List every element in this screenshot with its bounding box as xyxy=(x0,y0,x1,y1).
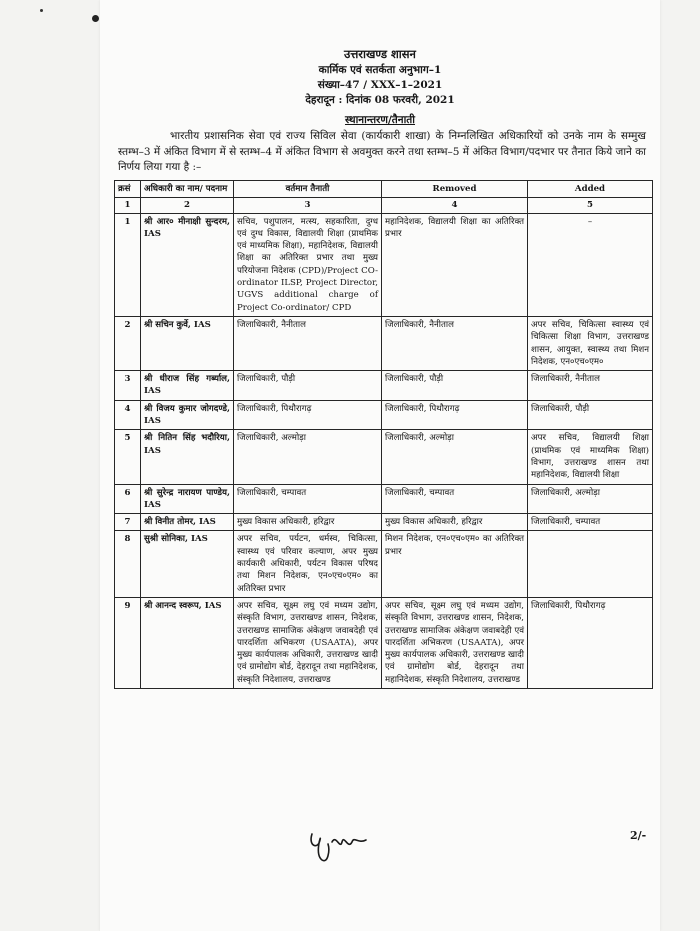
intro-paragraph: भारतीय प्रशासनिक सेवा एवं राज्य सिविल सेवा (कार्यकारी शाखा) के निम्नलिखित अधिकारियों को उनके नाम के सम्मुख स्तम्भ–3 में अंकित विभाग में से स्तम्भ–4 में अंकित विभाग से अवमुक्त करने तथा स्तम्भ–5 में अंकित विभाग/पदभार पर तैनात किये जाने का निर्णय लिया गया है :– xyxy=(118,130,647,173)
row-added: अपर सचिव, चिकित्सा स्वास्थ्य एवं चिकित्सा शिक्षा विभाग, उत्तराखण्ड शासन, आयुक्त, स्वास्थ्य तथा मिशन निदेशक, एन०एच०एम० xyxy=(528,316,653,370)
column-header-current: वर्तमान तैनाती xyxy=(234,181,382,198)
row-removed: जिलाधिकारी, चम्पावत xyxy=(382,484,528,514)
row-officer-name: श्री आर० मीनाक्षी सुन्दरम, IAS xyxy=(141,213,234,316)
table-row xyxy=(115,484,653,514)
table-row xyxy=(115,371,653,401)
row-removed: जिलाधिकारी, पौड़ी xyxy=(382,371,528,401)
row-officer-name: श्री सुरेन्द्र नारायण पाण्डेय, IAS xyxy=(141,484,234,514)
header-number: संख्या–47 / XXX–1–2021 xyxy=(317,78,443,91)
column-number: 3 xyxy=(234,198,382,213)
transfer-table xyxy=(114,180,653,689)
row-officer-name: श्री आनन्द स्वरूप, IAS xyxy=(141,597,234,688)
row-current-posting: जिलाधिकारी, नैनीताल xyxy=(234,316,382,370)
row-current-posting: अपर सचिव, सूक्ष्म लघु एवं मध्यम उद्योग, संस्कृति विभाग, उत्तराखण्ड शासन, निदेशक, उत्तराखण्ड सामाजिक अंकेक्षण जवाबदेही एवं पारदर्शिता अभिकरण (USAATA), अपर मुख्य कार्यपालक अधिकारी, उत्तराखण्ड खादी एवं ग्रामोद्योग बोर्ड, देहरादून तथा महानिदेशक, संस्कृति निदेशालय, उत्तराखण्ड xyxy=(234,597,382,688)
row-current-posting: अपर सचिव, पर्यटन, धर्मस्व, चिकित्सा, स्वास्थ्य एवं परिवार कल्याण, अपर मुख्य कार्यकारी अधिकारी, पर्यटन विकास परिषद तथा मिशन निदेशक, एन०एच०एम० का अतिरिक्त प्रभार xyxy=(234,531,382,597)
row-removed: मुख्य विकास अधिकारी, हरिद्वार xyxy=(382,514,528,531)
table-row xyxy=(115,430,653,484)
row-removed: मिशन निदेशक, एन०एच०एम० का अतिरिक्त प्रभार xyxy=(382,531,528,597)
menu-dot-icon[interactable] xyxy=(92,15,99,22)
header-date: देहरादून : दिनांक 08 फरवरी, 2021 xyxy=(305,94,455,107)
document-header xyxy=(100,46,660,129)
table-row xyxy=(115,400,653,430)
table-row xyxy=(115,213,653,316)
row-sn: 6 xyxy=(115,484,141,514)
row-officer-name: श्री विजय कुमार जोगदण्डे, IAS xyxy=(141,400,234,430)
row-sn: 3 xyxy=(115,371,141,401)
table-row xyxy=(115,531,653,597)
row-added: अपर सचिव, विद्यालयी शिक्षा (प्राथमिक एवं माध्यमिक शिक्षा) विभाग, उत्तराखण्ड शासन तथा महानिदेशक, विद्यालयी शिक्षा xyxy=(528,430,653,484)
document-page xyxy=(100,0,660,931)
row-current-posting: सचिव, पशुपालन, मत्स्य, सहकारिता, दुग्ध एवं दुग्ध विकास, विद्यालयी शिक्षा (प्राथमिक एवं माध्यमिक शिक्षा), महानिदेशक, विद्यालयी शिक्षा का अतिरिक्त प्रभार तथा मुख्य परियोजना निदेशक (CPD)/Project CO-ordinator ILSP, Project Director, UGVS additional charge of Project Co-ordinator/ CPD xyxy=(234,213,382,316)
column-number-row xyxy=(115,198,653,213)
column-number: 1 xyxy=(115,198,141,213)
table-row xyxy=(115,316,653,370)
column-number: 4 xyxy=(382,198,528,213)
row-current-posting: मुख्य विकास अधिकारी, हरिद्वार xyxy=(234,514,382,531)
page-number: 2/- xyxy=(630,829,647,842)
table-row xyxy=(115,514,653,531)
row-officer-name: सुश्री सोनिका, IAS xyxy=(141,531,234,597)
table-row xyxy=(115,597,653,688)
column-number: 5 xyxy=(528,198,653,213)
header-government: उत्तराखण्ड शासन xyxy=(344,47,416,61)
row-sn: 5 xyxy=(115,430,141,484)
row-removed: जिलाधिकारी, पिथौरागढ़ xyxy=(382,400,528,430)
row-officer-name: श्री धीराज सिंह गर्ब्याल, IAS xyxy=(141,371,234,401)
column-number: 2 xyxy=(141,198,234,213)
column-header-sn: क्रसं xyxy=(115,181,141,198)
row-sn: 9 xyxy=(115,597,141,688)
handwritten-signature xyxy=(306,820,376,868)
column-header-removed: Removed xyxy=(382,181,528,198)
row-sn: 8 xyxy=(115,531,141,597)
row-added: जिलाधिकारी, पिथौरागढ़ xyxy=(528,597,653,688)
row-added: जिलाधिकारी, चम्पावत xyxy=(528,514,653,531)
row-added xyxy=(528,531,653,597)
row-sn: 7 xyxy=(115,514,141,531)
row-added: जिलाधिकारी, अल्मोड़ा xyxy=(528,484,653,514)
row-added: जिलाधिकारी, पौड़ी xyxy=(528,400,653,430)
row-removed: जिलाधिकारी, नैनीताल xyxy=(382,316,528,370)
row-removed: जिलाधिकारी, अल्मोड़ा xyxy=(382,430,528,484)
row-current-posting: जिलाधिकारी, चम्पावत xyxy=(234,484,382,514)
header-department: कार्मिक एवं सतर्कता अनुभाग–1 xyxy=(318,63,442,76)
column-header-added: Added xyxy=(528,181,653,198)
column-header-name: अधिकारी का नाम/ पदनाम xyxy=(141,181,234,198)
row-officer-name: श्री विनीत तोमर, IAS xyxy=(141,514,234,531)
row-sn: 2 xyxy=(115,316,141,370)
row-current-posting: जिलाधिकारी, पौड़ी xyxy=(234,371,382,401)
row-removed: अपर सचिव, सूक्ष्म लघु एवं मध्यम उद्योग, संस्कृति विभाग, उत्तराखण्ड शासन, निदेशक, उत्तराखण्ड सामाजिक अंकेक्षण जवाबदेही एवं पारदर्शिता अभिकरण (USAATA), अपर मुख्य कार्यपालक अधिकारी, उत्तराखण्ड खादी एवं ग्रामोद्योग बोर्ड, देहरादून तथा महानिदेशक, संस्कृति निदेशालय, उत्तराखण्ड xyxy=(382,597,528,688)
row-current-posting: जिलाधिकारी, अल्मोड़ा xyxy=(234,430,382,484)
row-added: जिलाधिकारी, नैनीताल xyxy=(528,371,653,401)
row-officer-name: श्री सचिन कुर्वे, IAS xyxy=(141,316,234,370)
row-removed: महानिदेशक, विद्यालयी शिक्षा का अतिरिक्त प्रभार xyxy=(382,213,528,316)
table-header-row xyxy=(115,181,653,198)
row-added: – xyxy=(528,213,653,316)
header-subject: स्थानान्तरण/तैनाती xyxy=(344,114,416,127)
row-officer-name: श्री नितिन सिंह भदौरिया, IAS xyxy=(141,430,234,484)
row-sn: 1 xyxy=(115,213,141,316)
status-dot-icon xyxy=(40,9,43,12)
row-sn: 4 xyxy=(115,400,141,430)
row-current-posting: जिलाधिकारी, पिथौरागढ़ xyxy=(234,400,382,430)
